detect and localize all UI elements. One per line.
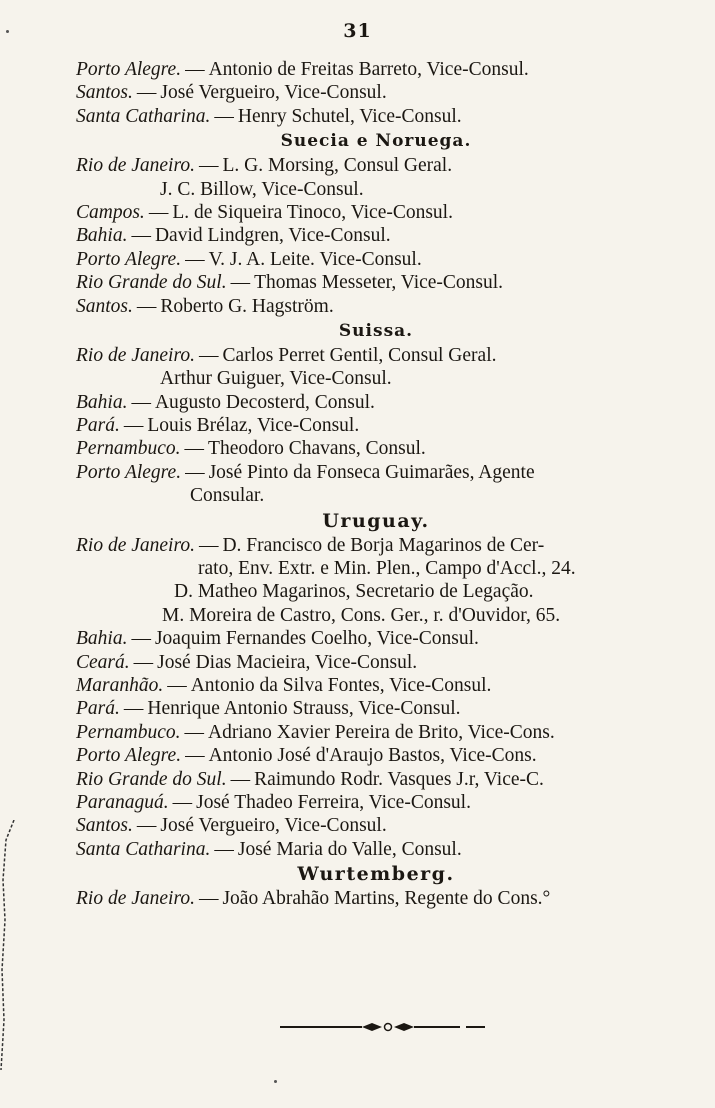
consul-name: Carlos Perret Gentil, Consul Geral. bbox=[222, 344, 497, 366]
section-heading-suissa: Suissa. bbox=[338, 320, 414, 341]
consul-name: José Dias Macieira, Vice-Consul. bbox=[157, 651, 418, 673]
place-name: Porto Alegre. bbox=[76, 248, 182, 270]
consul-name: José Vergueiro, Vice-Consul. bbox=[160, 82, 387, 104]
list-item-continuation: Consular. bbox=[190, 485, 265, 507]
consul-name: Theodoro Chavans, Consul. bbox=[208, 438, 426, 460]
consul-name: José Thadeo Ferreira, Vice-Consul. bbox=[196, 791, 471, 813]
consul-name: Henrique Antonio Strauss, Vice-Consul. bbox=[147, 698, 461, 720]
consul-name: Joaquim Fernandes Coelho, Vice-Consul. bbox=[154, 628, 479, 650]
consul-name: João Abrahão Martins, Regente do Cons.° bbox=[222, 888, 551, 910]
section-heading-uruguay: Uruguay. bbox=[322, 509, 430, 532]
consul-name: Henry Schutel, Vice-Consul. bbox=[237, 105, 462, 127]
consul-name: José Maria do Valle, Consul. bbox=[237, 838, 462, 860]
place-name: Bahia. bbox=[76, 628, 128, 650]
consul-name: D. Francisco de Borja Magarinos de Cer- bbox=[222, 534, 545, 556]
list-item: Santos. — Roberto G. Hagström. bbox=[76, 295, 334, 317]
list-item: Santos. — José Vergueiro, Vice-Consul. bbox=[76, 82, 387, 104]
section-heading-suecia: Suecia e Noruega. bbox=[280, 131, 472, 152]
page-edge-stain bbox=[0, 820, 16, 1070]
list-item: Santos. — José Vergueiro, Vice-Consul. bbox=[76, 815, 387, 837]
list-item: Porto Alegre. — José Pinto da Fonseca Guimarães, Agente bbox=[76, 461, 535, 483]
page-number: 31 bbox=[343, 20, 372, 42]
consul-name: Augusto Decosterd, Consul. bbox=[154, 391, 375, 413]
list-item: Ceará. — José Dias Macieira, Vice-Consul. bbox=[76, 651, 418, 673]
consul-name: L. G. Morsing, Consul Geral. bbox=[222, 155, 453, 177]
list-item: Rio de Janeiro. — João Abrahão Martins, Regente do Cons.° bbox=[76, 888, 551, 910]
list-item: Rio de Janeiro. — L. G. Morsing, Consul Geral. bbox=[76, 155, 453, 177]
list-item-sub: J. C. Billow, Vice-Consul. bbox=[160, 178, 364, 200]
list-item: Pará. — Louis Brélaz, Vice-Consul. bbox=[76, 415, 360, 437]
consul-name: L. de Siqueira Tinoco, Vice-Consul. bbox=[172, 201, 453, 223]
place-name: Pará. bbox=[76, 415, 120, 437]
place-name: Bahia. bbox=[76, 391, 128, 413]
list-item-sub: M. Moreira de Castro, Cons. Ger., r. d'Ouvidor, 65. bbox=[162, 604, 561, 626]
place-name: Santa Catharina. bbox=[76, 838, 211, 860]
list-item: Pernambuco. — Theodoro Chavans, Consul. bbox=[76, 438, 426, 460]
place-name: Porto Alegre. bbox=[76, 59, 182, 80]
consul-name: Roberto G. Hagström. bbox=[160, 295, 334, 317]
list-item: Rio Grande do Sul. — Raimundo Rodr. Vasques J.r, Vice-C. bbox=[76, 768, 544, 790]
list-item: Porto Alegre. — Antonio José d'Araujo Bastos, Vice-Cons. bbox=[76, 745, 537, 767]
place-name: Ceará. bbox=[76, 651, 130, 673]
list-item: Santa Catharina. — José Maria do Valle, Consul. bbox=[76, 838, 462, 860]
consul-name: Antonio de Freitas Barreto, Vice-Consul. bbox=[208, 59, 529, 80]
list-item: Porto Alegre. — V. J. A. Leite. Vice-Consul. bbox=[76, 248, 422, 270]
list-item: Campos. — L. de Siqueira Tinoco, Vice-Consul. bbox=[76, 201, 453, 223]
list-item: Bahia. — Joaquim Fernandes Coelho, Vice-Consul. bbox=[76, 628, 479, 650]
place-name: Bahia. bbox=[76, 225, 128, 247]
place-name: Rio de Janeiro. bbox=[76, 155, 195, 177]
print-speck bbox=[274, 1080, 277, 1083]
place-name: Rio Grande do Sul. bbox=[76, 272, 227, 294]
list-item: Paranaguá. — José Thadeo Ferreira, Vice-Consul. bbox=[76, 791, 471, 813]
list-item: Bahia. — Augusto Decosterd, Consul. bbox=[76, 391, 375, 413]
ornamental-rule-icon bbox=[280, 1020, 485, 1034]
list-item: Pernambuco. — Adriano Xavier Pereira de Brito, Vice-Cons. bbox=[76, 721, 555, 743]
consul-name: David Lindgren, Vice-Consul. bbox=[154, 225, 391, 247]
list-item: Rio de Janeiro. — Carlos Perret Gentil, Consul Geral. bbox=[76, 344, 497, 366]
place-name: Pernambuco. bbox=[76, 721, 181, 743]
consul-name: José Pinto da Fonseca Guimarães, Agente bbox=[208, 461, 535, 483]
list-item: Rio de Janeiro. — D. Francisco de Borja Magarinos de Cer- bbox=[76, 534, 545, 556]
consul-name: Thomas Messeter, Vice-Consul. bbox=[254, 272, 504, 294]
list-item-sub: Arthur Guiguer, Vice-Consul. bbox=[160, 368, 392, 390]
place-name: Rio de Janeiro. bbox=[76, 534, 195, 556]
list-item: Pará. — Henrique Antonio Strauss, Vice-Consul. bbox=[76, 698, 461, 720]
place-name: Pernambuco. bbox=[76, 438, 181, 460]
print-speck bbox=[6, 30, 9, 33]
place-name: Maranhão. bbox=[76, 674, 164, 696]
place-name: Santa Catharina. bbox=[76, 105, 211, 127]
place-name: Porto Alegre. bbox=[76, 461, 182, 483]
place-name: Campos. bbox=[76, 201, 145, 223]
place-name: Pará. bbox=[76, 698, 120, 720]
consul-name: José Vergueiro, Vice-Consul. bbox=[160, 815, 387, 837]
list-item: Maranhão. — Antonio da Silva Fontes, Vice-Consul. bbox=[76, 674, 492, 696]
place-name: Santos. bbox=[76, 295, 133, 317]
place-name: Paranaguá. bbox=[76, 791, 169, 813]
consul-name: Louis Brélaz, Vice-Consul. bbox=[147, 415, 360, 437]
consul-name: Adriano Xavier Pereira de Brito, Vice-Cons. bbox=[208, 721, 555, 743]
place-name: Rio Grande do Sul. bbox=[76, 768, 227, 790]
consul-name: Antonio da Silva Fontes, Vice-Consul. bbox=[190, 674, 492, 696]
consul-name: Raimundo Rodr. Vasques J.r, Vice-C. bbox=[254, 768, 544, 790]
list-item-continuation: rato, Env. Extr. e Min. Plen., Campo d'Accl., 24. bbox=[198, 558, 576, 580]
consul-name: Antonio José d'Araujo Bastos, Vice-Cons. bbox=[208, 745, 537, 767]
list-item: Rio Grande do Sul. — Thomas Messeter, Vice-Consul. bbox=[76, 272, 504, 294]
place-name: Santos. bbox=[76, 82, 133, 104]
consul-list bbox=[76, 58, 676, 911]
place-name: Porto Alegre. bbox=[76, 745, 182, 767]
list-item: Bahia. — David Lindgren, Vice-Consul. bbox=[76, 225, 391, 247]
place-name: Santos. bbox=[76, 815, 133, 837]
place-name: Rio de Janeiro. bbox=[76, 344, 195, 366]
list-item-sub: D. Matheo Magarinos, Secretario de Legação. bbox=[174, 581, 534, 603]
section-heading-wurtemberg: Wurtemberg. bbox=[297, 863, 455, 886]
list-item: Santa Catharina. — Henry Schutel, Vice-Consul. bbox=[76, 105, 462, 127]
consul-name: V. J. A. Leite. Vice-Consul. bbox=[208, 248, 422, 270]
list-item: Porto Alegre. — Antonio de Freitas Barreto, Vice-Consul. bbox=[76, 59, 529, 80]
place-name: Rio de Janeiro. bbox=[76, 888, 195, 910]
